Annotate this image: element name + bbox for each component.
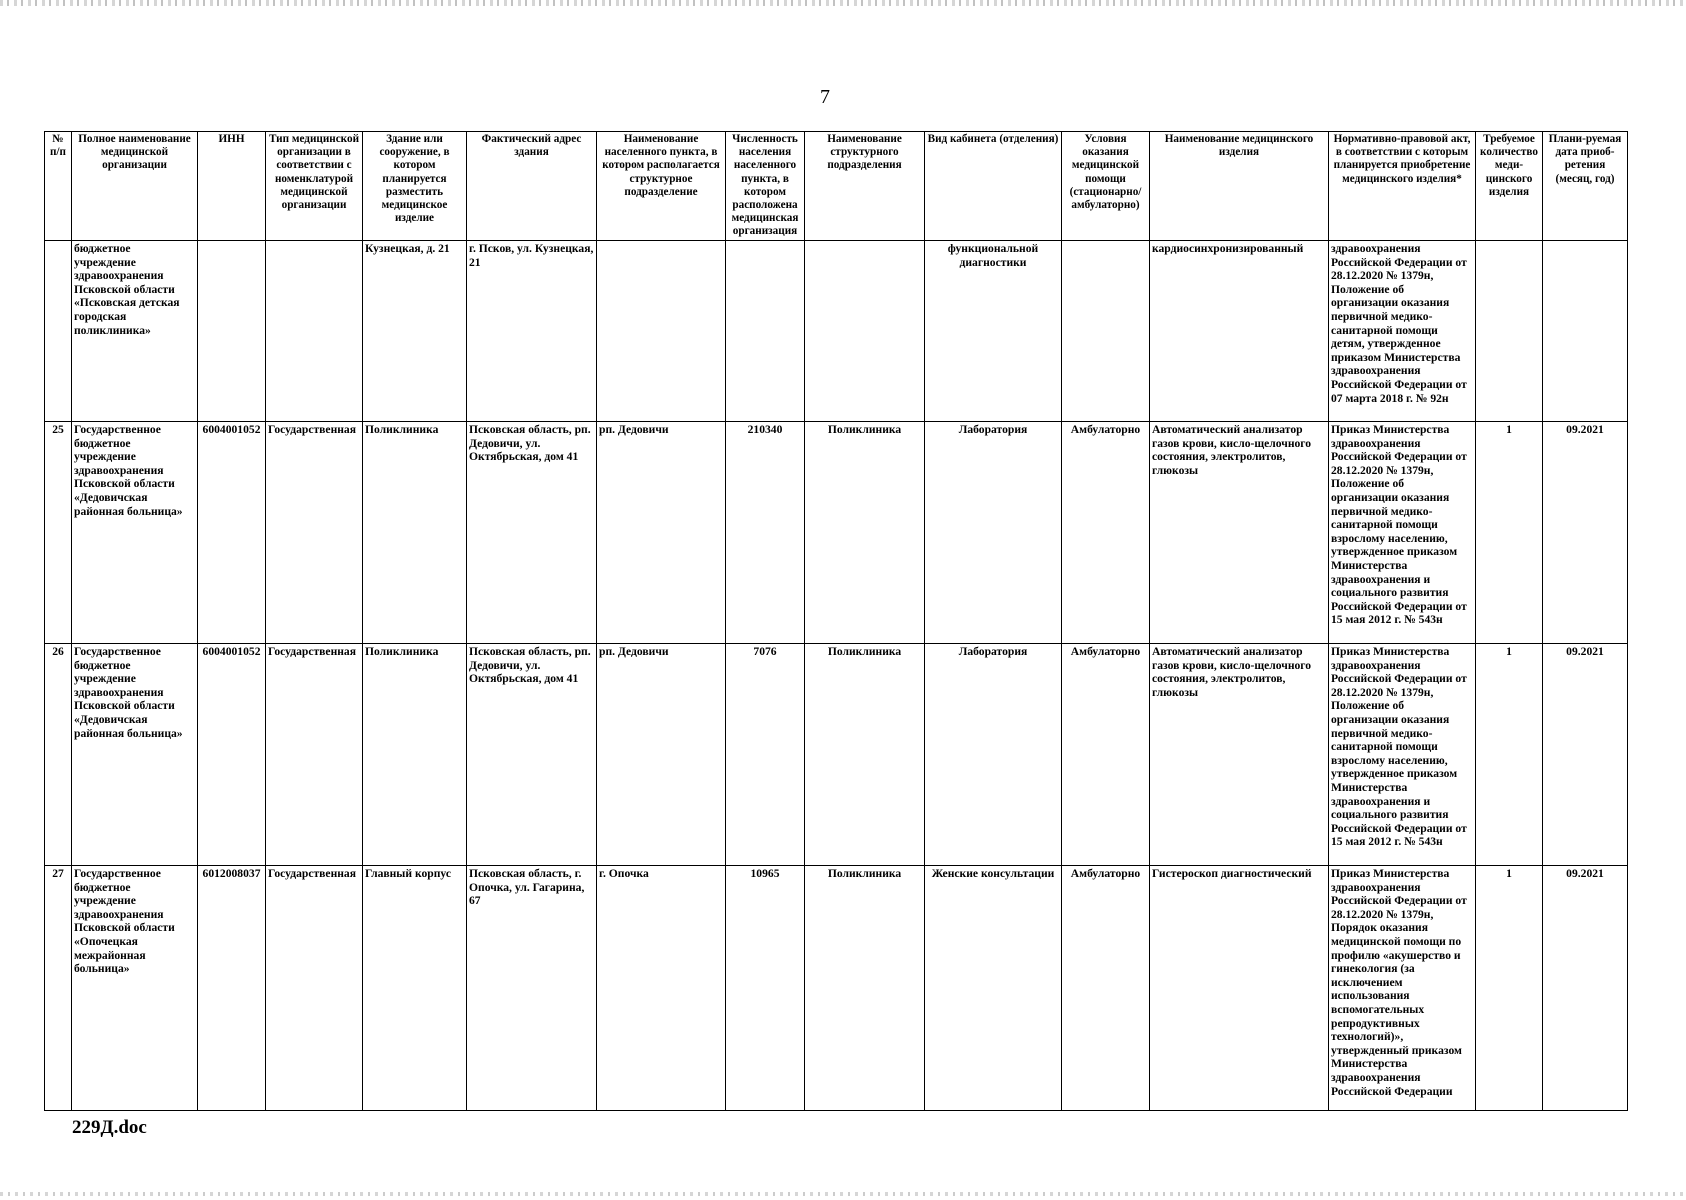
header-cell-act: Нормативно-правовой акт, в соответствии с которым планируется приобретение медицинского изделия* [1329,132,1476,241]
cell-act: здравоохранения Российской Федерации от 28.12.2020 № 1379н, Положение об организации оказания первичной медико-санитарной помощи детям, утвержденное приказом Министерства здравоохранения Российской Федерации от 07 марта 2018 г. № 92н [1329,241,1476,422]
header-cell-inn: ИНН [198,132,266,241]
cell-qty: 1 [1476,644,1543,866]
cell-qty [1476,241,1543,422]
cell-inn [198,241,266,422]
cell-conditions: Амбулаторно [1062,866,1150,1111]
cell-qty: 1 [1476,422,1543,644]
cell-org: Государственное бюджетное учреждение здравоохранения Псковской области «Дедовичская районная больница» [72,644,198,866]
page-number: 7 [820,86,830,108]
cell-building: Поликлиника [363,644,467,866]
cell-conditions [1062,241,1150,422]
cell-cabinet: функциональной диагностики [925,241,1062,422]
cell-num: 25 [45,422,72,644]
cell-cabinet: Лаборатория [925,644,1062,866]
cell-subdivision: Поликлиника [805,644,925,866]
cell-org: Государственное бюджетное учреждение здравоохранения Псковской области «Дедовичская районная больница» [72,422,198,644]
cell-date [1543,241,1628,422]
cell-org: бюджетное учреждение здравоохранения Псковской области «Псковская детская городская поликлиника» [72,241,198,422]
cell-device: Гистероскоп диагностический [1150,866,1329,1111]
header-cell-conditions: Условия оказания медицинской помощи (стационарно/ амбулаторно) [1062,132,1150,241]
cell-device: кардиосинхронизированный [1150,241,1329,422]
cell-address: Псковская область, рп. Дедовичи, ул. Октябрьская, дом 41 [467,422,597,644]
header-cell-date: Плани-руемая дата приоб-ретения (месяц, год) [1543,132,1628,241]
cell-address: Псковская область, рп. Дедовичи, ул. Октябрьская, дом 41 [467,644,597,866]
cell-inn: 6004001052 [198,422,266,644]
header-cell-cabinet: Вид кабинета (отделения) [925,132,1062,241]
scan-edge-top [0,0,1686,6]
cell-settlement [597,241,726,422]
cell-date: 09.2021 [1543,422,1628,644]
cell-act: Приказ Министерства здравоохранения Российской Федерации от 28.12.2020 № 1379н, Порядок оказания медицинской помощи по профилю «акушерство и гинекология (за исключением использования вспомогательных репродуктивных технологий)», утвержденный приказом Министерства здравоохранения Российской Федерации [1329,866,1476,1111]
cell-population: 7076 [726,644,805,866]
cell-date: 09.2021 [1543,644,1628,866]
cell-address: г. Псков, ул. Кузнецкая, 21 [467,241,597,422]
table-row [45,866,1628,1111]
cell-subdivision: Поликлиника [805,866,925,1111]
header-cell-building: Здание или сооружение, в котором планируется разместить медицинское изделие [363,132,467,241]
footer-doc-name: 229Д.doc [72,1117,147,1138]
cell-num: 26 [45,644,72,866]
cell-population [726,241,805,422]
header-cell-subdivision: Наименование структурного подразделения [805,132,925,241]
cell-act: Приказ Министерства здравоохранения Российской Федерации от 28.12.2020 № 1379н, Положение об организации оказания первичной медико-санитарной помощи взрослому населению, утвержденное приказом Министерства здравоохранения и социального развития Российской Федерации от 15 мая 2012 г. № 543н [1329,422,1476,644]
header-cell-population: Численность населения населенного пункта, в котором расположена медицинская организация [726,132,805,241]
cell-device: Автоматический анализатор газов крови, кисло-щелочного состояния, электролитов, глюкозы [1150,422,1329,644]
cell-type: Государственная [266,866,363,1111]
cell-type: Государственная [266,422,363,644]
cell-act: Приказ Министерства здравоохранения Российской Федерации от 28.12.2020 № 1379н, Положение об организации оказания первичной медико-санитарной помощи взрослому населению, утвержденное приказом Министерства здравоохранения и социального развития Российской Федерации от 15 мая 2012 г. № 543н [1329,644,1476,866]
cell-settlement: рп. Дедовичи [597,422,726,644]
cell-date: 09.2021 [1543,866,1628,1111]
cell-building: Кузнецкая, д. 21 [363,241,467,422]
cell-cabinet: Женские консультации [925,866,1062,1111]
cell-type: Государственная [266,644,363,866]
header-cell-type: Тип медицинской организации в соответствии с номенклатурой медицинской организации [266,132,363,241]
header-cell-address: Фактический адрес здания [467,132,597,241]
cell-conditions: Амбулаторно [1062,422,1150,644]
table-row [45,241,1628,422]
cell-building: Поликлиника [363,422,467,644]
table-row [45,422,1628,644]
header-cell-device: Наименование медицинского изделия [1150,132,1329,241]
cell-population: 10965 [726,866,805,1111]
cell-building: Главный корпус [363,866,467,1111]
cell-num: 27 [45,866,72,1111]
header-cell-num: № п/п [45,132,72,241]
cell-inn: 6012008037 [198,866,266,1111]
cell-inn: 6004001052 [198,644,266,866]
cell-device: Автоматический анализатор газов крови, кисло-щелочного состояния, электролитов, глюкозы [1150,644,1329,866]
header-cell-qty: Требуемое количество меди-цинского изделия [1476,132,1543,241]
cell-conditions: Амбулаторно [1062,644,1150,866]
cell-cabinet: Лаборатория [925,422,1062,644]
table-row [45,644,1628,866]
cell-num [45,241,72,422]
header-cell-settlement: Наименование населенного пункта, в котором располагается структурное подразделение [597,132,726,241]
cell-qty: 1 [1476,866,1543,1111]
cell-subdivision: Поликлиника [805,422,925,644]
cell-type [266,241,363,422]
cell-address: Псковская область, г. Опочка, ул. Гагарина, 67 [467,866,597,1111]
cell-org: Государственное бюджетное учреждение здравоохранения Псковской области «Опочецкая межрайонная больница» [72,866,198,1111]
header-cell-org: Полное наименование медицинской организации [72,132,198,241]
cell-subdivision [805,241,925,422]
scan-edge-bottom [0,1192,1686,1196]
cell-settlement: рп. Дедовичи [597,644,726,866]
table-header-row [45,132,1628,241]
equipment-table [44,131,1628,1111]
cell-settlement: г. Опочка [597,866,726,1111]
cell-population: 210340 [726,422,805,644]
